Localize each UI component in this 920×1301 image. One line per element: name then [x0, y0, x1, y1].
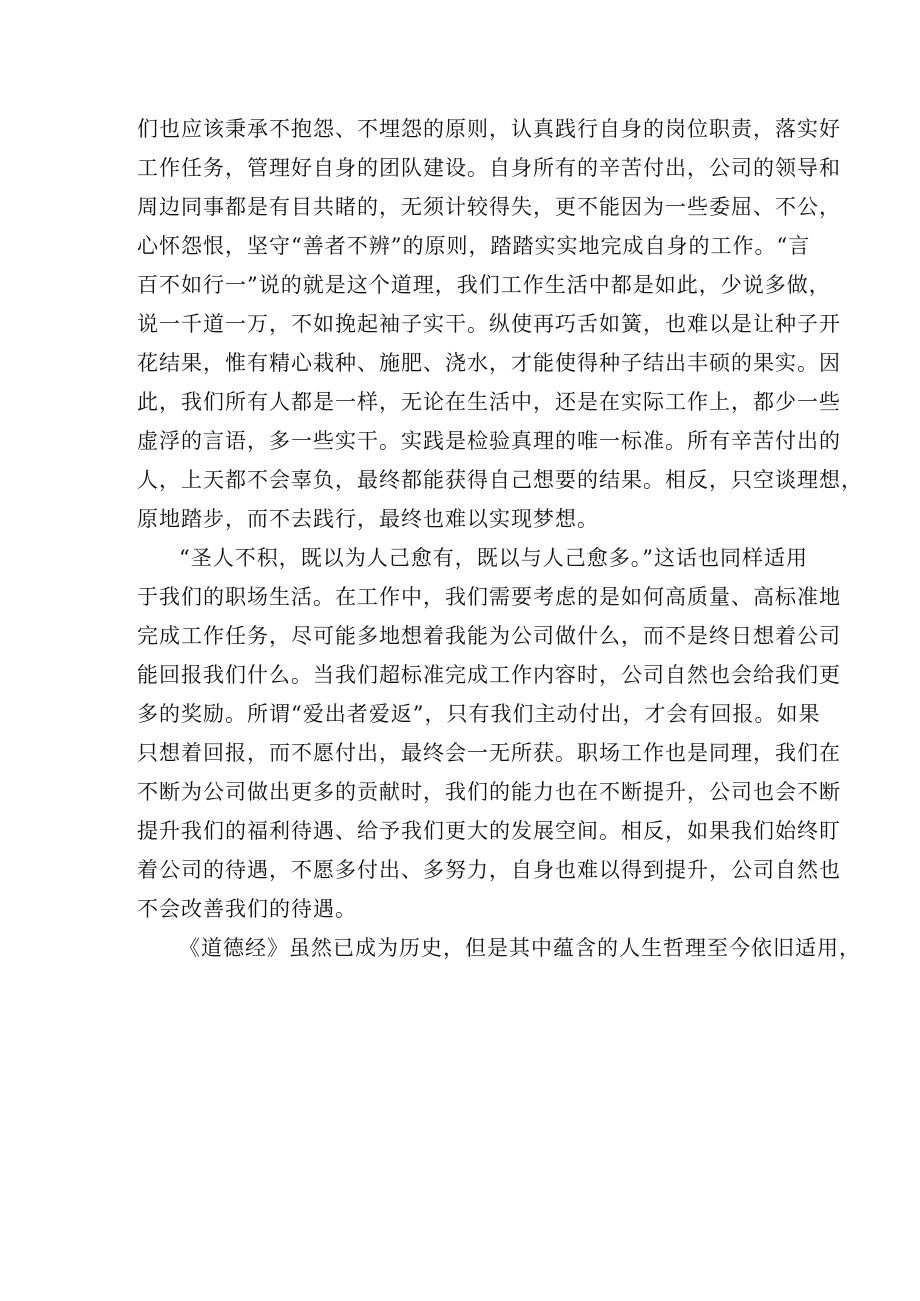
paragraph-1-line-9: 虚浮的言语，多一些实干。实践是检验真理的唯一标准。所有辛苦付出的 — [137, 429, 841, 453]
paragraph-1-line-6: 说一千道一万，不如挽起袖子实干。纵使再巧舌如簧，也难以是让种子开 — [137, 312, 841, 336]
paragraph-2-line-3: 完成工作任务，尽可能多地想着我能为公司做什么，而不是终日想着公司 — [137, 624, 841, 648]
paragraph-2-line-1: “圣人不积，既以为人己愈有，既以与人己愈多。”这话也同样适用 — [179, 546, 808, 570]
paragraph-1-line-3: 周边同事都是有目共睹的，无须计较得失，更不能因为一些委屈、不公， — [137, 195, 841, 219]
paragraph-2-line-6: 只想着回报，而不愿付出，最终会一无所获。职场工作也是同理，我们在 — [137, 741, 841, 765]
paragraph-1-line-8: 此，我们所有人都是一样，无论在生活中，还是在实际工作上，都少一些 — [137, 390, 841, 414]
paragraph-1-line-10: 人，上天都不会辜负，最终都能获得自己想要的结果。相反，只空谈理想， — [137, 468, 863, 492]
paragraph-1-line-11: 原地踏步，而不去践行，最终也难以实现梦想。 — [137, 507, 599, 531]
paragraph-2-line-5: 多的奖励。所谓“爱出者爱返”，只有我们主动付出，才会有回报。如果 — [137, 702, 821, 726]
paragraph-2-line-10: 不会改善我们的待遇。 — [137, 897, 357, 921]
paragraph-2-line-7: 不断为公司做出更多的贡献时，我们的能力也在不断提升，公司也会不断 — [137, 780, 841, 804]
paragraph-1-line-1: 们也应该秉承不抱怨、不埋怨的原则，认真践行自身的岗位职责，落实好 — [137, 117, 841, 141]
paragraph-1-line-4: 心怀怨恨，坚守“善者不辨”的原则，踏踏实实地完成自身的工作。“言 — [137, 234, 811, 258]
paragraph-1-line-5: 百不如行一”说的就是这个道理，我们工作生活中都是如此，少说多做， — [137, 273, 831, 297]
paragraph-2-line-9: 着公司的待遇，不愿多付出、多努力，自身也难以得到提升，公司自然也 — [137, 858, 841, 882]
paragraph-3-line-1: 《道德经》虽然已成为历史，但是其中蕴含的人生哲理至今依旧适用， — [179, 936, 861, 960]
paragraph-2-line-2: 于我们的职场生活。在工作中，我们需要考虑的是如何高质量、高标准地 — [137, 585, 841, 609]
body-text — [137, 110, 863, 968]
paragraph-2-line-4: 能回报我们什么。当我们超标准完成工作内容时，公司自然也会给我们更 — [137, 663, 841, 687]
paragraph-1-line-2: 工作任务，管理好自身的团队建设。自身所有的辛苦付出，公司的领导和 — [137, 156, 841, 180]
paragraph-2-line-8: 提升我们的福利待遇、给予我们更大的发展空间。相反，如果我们始终盯 — [137, 819, 841, 843]
paragraph-1-line-7: 花结果，惟有精心栽种、施肥、浇水，才能使得种子结出丰硕的果实。因 — [137, 351, 841, 375]
